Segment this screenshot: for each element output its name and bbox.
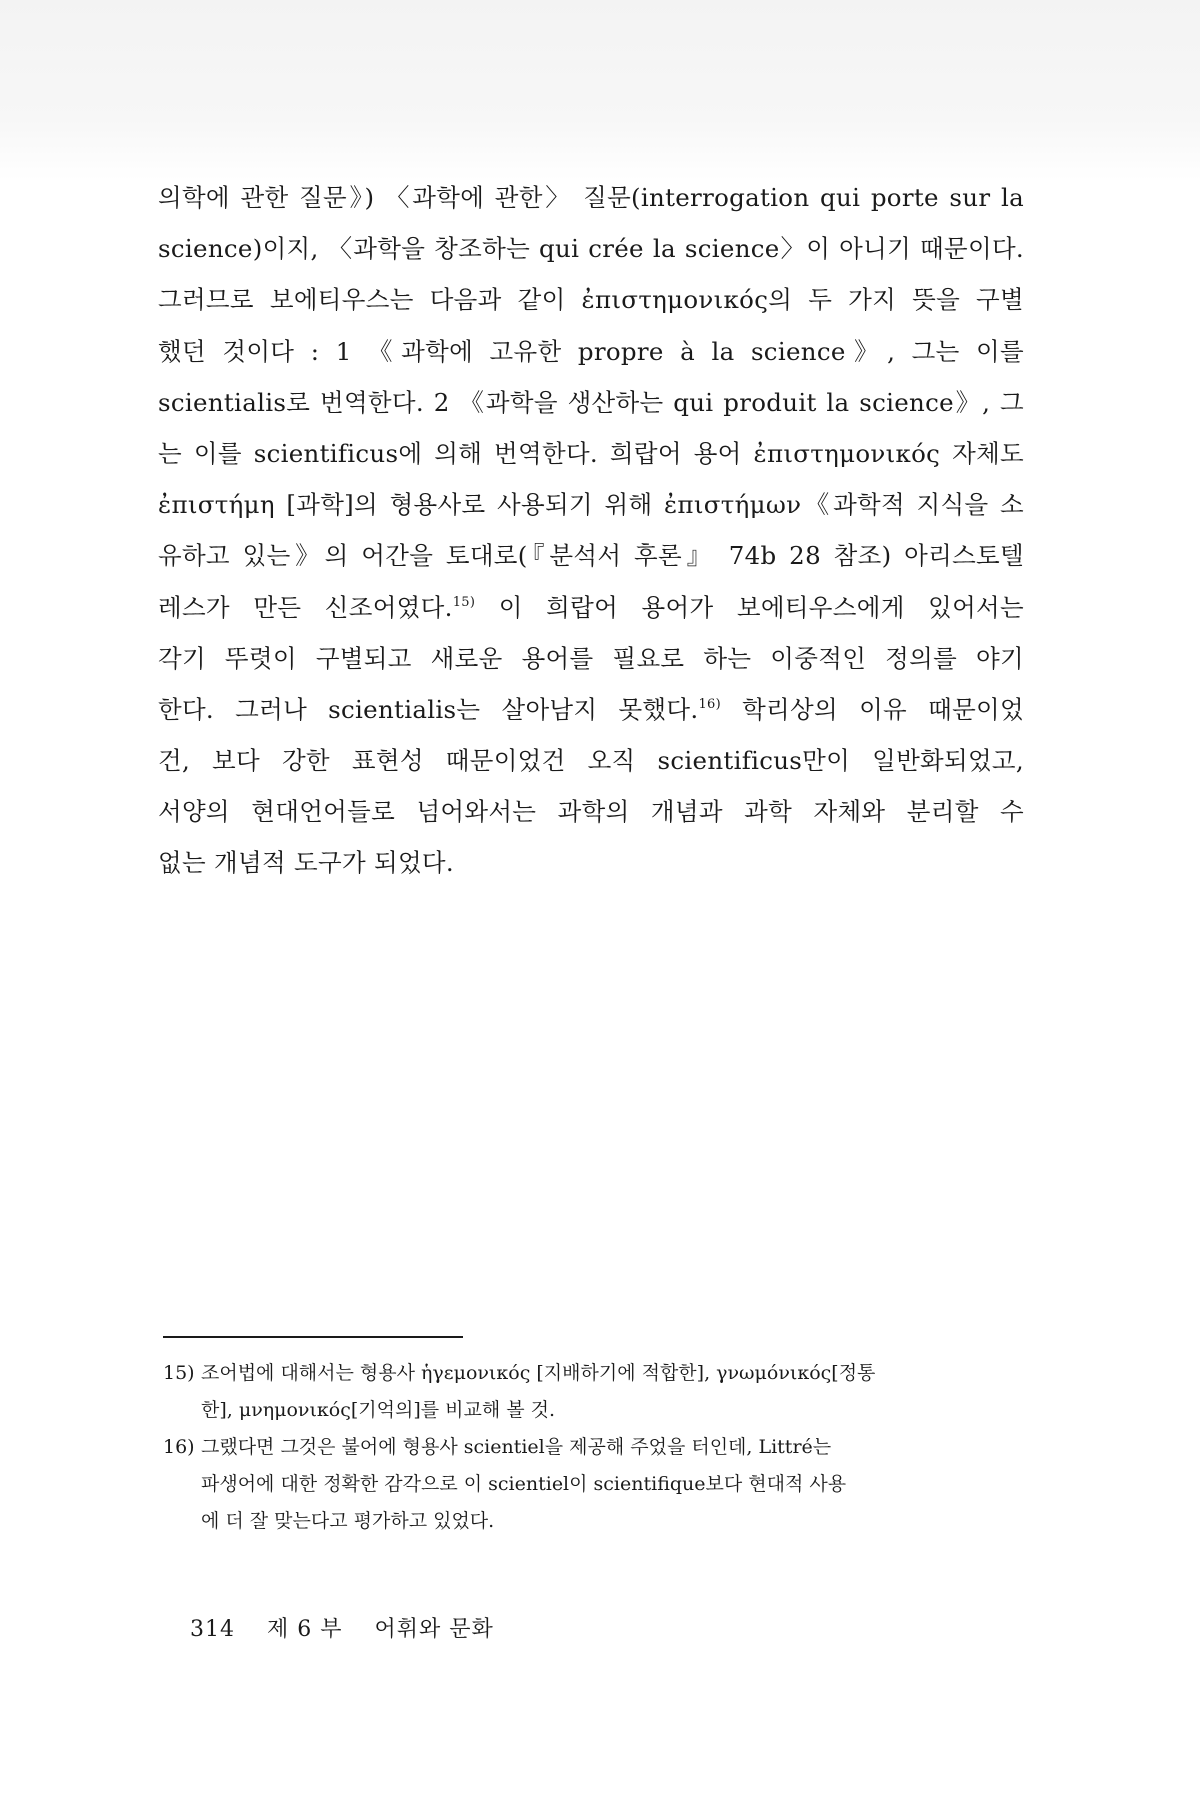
text-line: science)이지, 〈과학을 창조하는 qui crée la science〉이 아니기 때문이다. [158,234,1024,264]
text-line: 건, 보다 강한 표현성 때문이었건 오직 scientificus만이 일반화되었고, [158,746,1024,776]
text-line: 의학에 관한 질문》) 〈과학에 관한〉 질문(interrogation qui porte sur la [158,183,1024,212]
footnote-number: 16) [163,1436,195,1458]
text-line [158,684,1024,735]
body-text [158,172,1024,889]
footnote-line [163,1429,1025,1466]
footnote-line: 에 더 잘 맞는다고 평가하고 있었다. [201,1510,495,1532]
text-line: 했던 것이다 : 1 《과학에 고유한 propre à la science》, 그는 이를 [158,336,1024,366]
text-segment: 한다. 그러나 scientialis는 살아남지 못했다. [158,694,699,724]
footnote-line: 파생어에 대한 정확한 감각으로 이 scientiel이 scientifique보다 현대적 사용 [201,1473,847,1495]
part-label: 제 6 부 [267,1617,343,1642]
text-line: ἐπιστήμη [과학]의 형용사로 사용되기 위해 ἐπιστήμων《과학적 지식을 소 [158,490,1024,520]
text-line: 각기 뚜렷이 구별되고 새로운 용어를 필요로 하는 이중적인 정의를 야기 [158,643,1024,673]
page-number: 314 [190,1617,235,1642]
text-segment: 레스가 만든 신조어였다. [158,592,453,622]
text-line: scientialis로 번역한다. 2 《과학을 생산하는 qui produit la science》, 그 [158,387,1024,417]
text-line: 그러므로 보에티우스는 다음과 같이 ἐπιστημονικός의 두 가지 뜻을 구별 [158,285,1024,315]
footnote-16 [163,1429,1025,1540]
footnote-separator [163,1336,463,1338]
footnote-text: 그랬다면 그것은 불어에 형용사 scientiel을 제공해 주었을 터인데, Littré는 [201,1436,832,1458]
text-segment: 이 희랍어 용어가 보에티우스에게 있어서는 [498,592,1024,622]
text-line: 없는 개념적 도구가 되었다. [158,848,454,878]
footnote-text: 조어법에 대해서는 형용사 ἡγεμονικός [지배하기에 적합한], γνωμόνικός[정통 [201,1362,876,1384]
footnote-line [163,1355,1025,1392]
text-line [158,582,1024,633]
text-line: 는 이를 scientificus에 의해 번역한다. 희랍어 용어 ἐπιστημονικός 자체도 [158,438,1024,468]
page-footer [190,1612,518,1643]
text-segment: 학리상의 이유 때문이었 [742,694,1024,724]
text-line: 서양의 현대언어들로 넘어와서는 과학의 개념과 과학 자체와 분리할 수 [158,797,1024,827]
text-line: 유하고 있는》의 어간을 토대로(『분석서 후론』 74b 28 참조) 아리스토텔 [158,541,1024,571]
footnote-number: 15) [163,1362,195,1384]
footnote-15 [163,1355,1025,1429]
footnote-ref-15[interactable]: 15) [452,594,476,610]
footnote-ref-16[interactable]: 16) [698,696,721,712]
footnotes [163,1355,1025,1540]
section-title: 어휘와 문화 [374,1617,494,1642]
footnote-line: 한], μνημονικός[기억의]를 비교해 볼 것. [201,1399,556,1421]
